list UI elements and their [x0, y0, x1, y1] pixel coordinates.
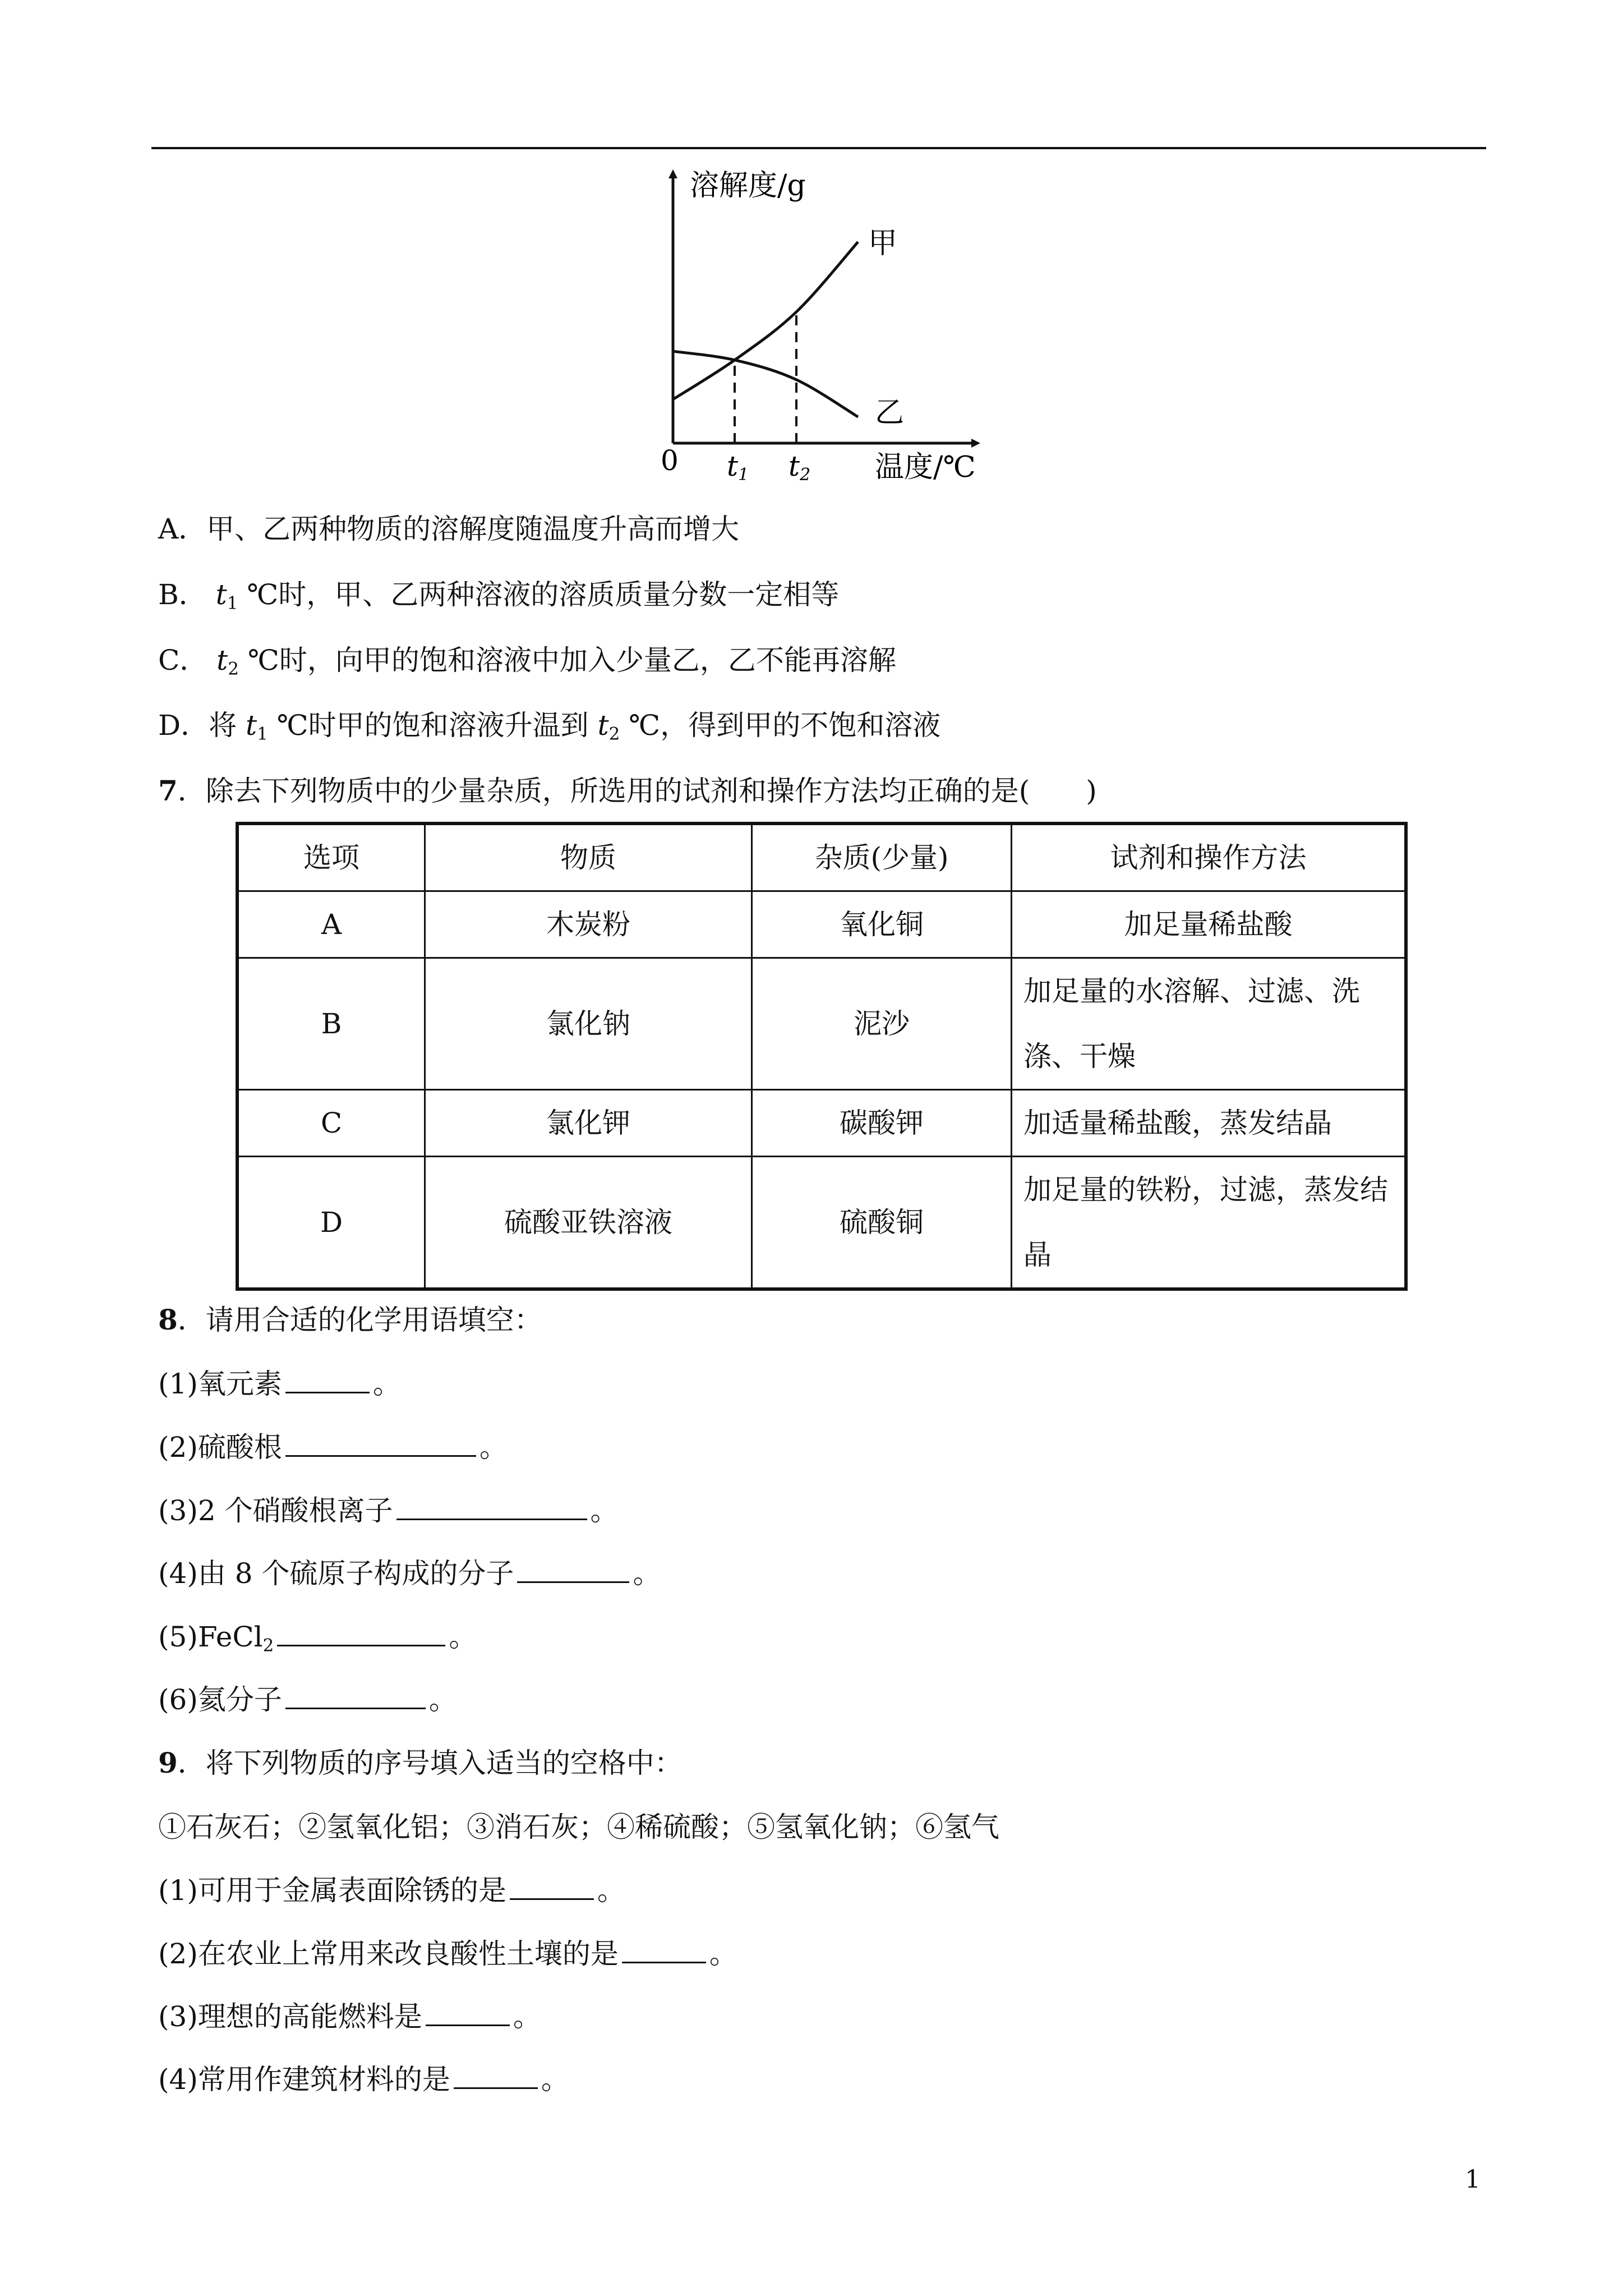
x-tick-label-t1: t1	[727, 450, 749, 485]
q6-option-c: C． $t_2$ ℃时，向甲的饱和溶液中加入少量乙，乙不能再溶解	[158, 644, 896, 679]
q9-item-3: (3)理想的高能燃料是 。	[158, 2000, 541, 2033]
table-header-cell: 杂质(少量)	[752, 823, 1012, 891]
answer-blank[interactable]	[285, 1367, 370, 1393]
answer-blank[interactable]	[510, 1874, 594, 1900]
q8-item-2: (2)硫酸根 。	[158, 1431, 508, 1464]
series-label-jia: 甲	[868, 227, 898, 261]
q9-stem: 9．将下列物质的序号填入适当的空格中：	[158, 1746, 683, 1779]
series-line-yi	[673, 351, 858, 417]
q7-options-table	[236, 822, 1408, 1291]
table-header-cell: 选项	[237, 823, 425, 891]
series-line-jia	[673, 242, 858, 399]
q8-stem: 8．请用合适的化学用语填空：	[158, 1303, 542, 1336]
table-header-cell: 物质	[425, 823, 752, 891]
answer-blank[interactable]	[396, 1494, 587, 1520]
table-cell: 木炭粉	[425, 891, 752, 958]
answer-blank[interactable]	[454, 2063, 538, 2089]
q6-option-d: D．将 $t_1$ ℃时甲的饱和溶液升温到 $t_2$ ℃，得到甲的不饱和溶液	[158, 709, 941, 744]
q9-item-2: (2)在农业上常用来改良酸性土壤的是 。	[158, 1938, 737, 1970]
q6-option-b: B． $t_1$ ℃时，甲、乙两种溶液的溶质质量分数一定相等	[158, 578, 840, 614]
q8-item-3: (3)2 个硝酸根离子 。	[158, 1494, 619, 1527]
q8-item-6: (6)氦分子 。	[158, 1683, 457, 1716]
q9-item-1: (1)可用于金属表面除锈的是 。	[158, 1874, 625, 1907]
table-cell: 氯化钾	[425, 1090, 752, 1157]
table-cell: 加足量的水溶解、过滤、洗涤、干燥	[1012, 958, 1407, 1090]
q9-substance-list: ①石灰石；②氢氧化铝；③消石灰；④稀硫酸；⑤氢氧化钠；⑥氢气	[158, 1811, 999, 1843]
table-cell: 加足量的铁粉，过滤，蒸发结晶	[1012, 1157, 1407, 1290]
answer-blank[interactable]	[426, 2000, 510, 2026]
answer-blank[interactable]	[285, 1683, 426, 1709]
table-cell: 硫酸亚铁溶液	[425, 1157, 752, 1290]
table-row	[237, 891, 1406, 958]
table-cell: A	[237, 891, 425, 958]
table-header-row	[237, 823, 1406, 891]
table-cell: 泥沙	[752, 958, 1012, 1090]
header-rule	[151, 147, 1486, 149]
answer-blank[interactable]	[622, 1937, 706, 1963]
q8-item-4: (4)由 8 个硫原子构成的分子 。	[158, 1557, 661, 1590]
x-axis-label: 温度/℃	[875, 450, 976, 484]
origin-label: 0	[661, 444, 679, 477]
q7-stem: 7．除去下列物质中的少量杂质，所选用的试剂和操作方法均正确的是( )	[158, 774, 1097, 807]
solubility-chart	[594, 163, 998, 499]
table-cell: 氧化铜	[752, 891, 1012, 958]
answer-blank[interactable]	[517, 1557, 629, 1583]
table-cell: 硫酸铜	[752, 1157, 1012, 1290]
page-number: 1	[1465, 2165, 1481, 2194]
table-cell: D	[237, 1157, 425, 1290]
series-label-yi: 乙	[875, 396, 905, 430]
answer-blank[interactable]	[277, 1620, 445, 1646]
table-row	[237, 1090, 1406, 1157]
q8-item-5: (5)FeCl$_2$ 。	[158, 1621, 477, 1656]
table-cell: B	[237, 958, 425, 1090]
table-row	[237, 1157, 1406, 1290]
q9-item-4: (4)常用作建筑材料的是 。	[158, 2063, 569, 2096]
y-axis-label: 溶解度/g	[690, 169, 806, 203]
table-row	[237, 958, 1406, 1090]
table-cell: 氯化钠	[425, 958, 752, 1090]
table-header-cell: 试剂和操作方法	[1012, 823, 1407, 891]
table-cell: 加适量稀盐酸，蒸发结晶	[1012, 1090, 1407, 1157]
table-cell: 碳酸钾	[752, 1090, 1012, 1157]
table-cell: C	[237, 1090, 425, 1157]
answer-blank[interactable]	[285, 1430, 476, 1457]
q6-option-a: A．甲、乙两种物质的溶解度随温度升高而增大	[158, 513, 740, 545]
table-cell: 加足量稀盐酸	[1012, 891, 1407, 958]
x-tick-label-t2: t2	[789, 450, 811, 485]
q8-item-1: (1)氧元素 。	[158, 1368, 401, 1400]
